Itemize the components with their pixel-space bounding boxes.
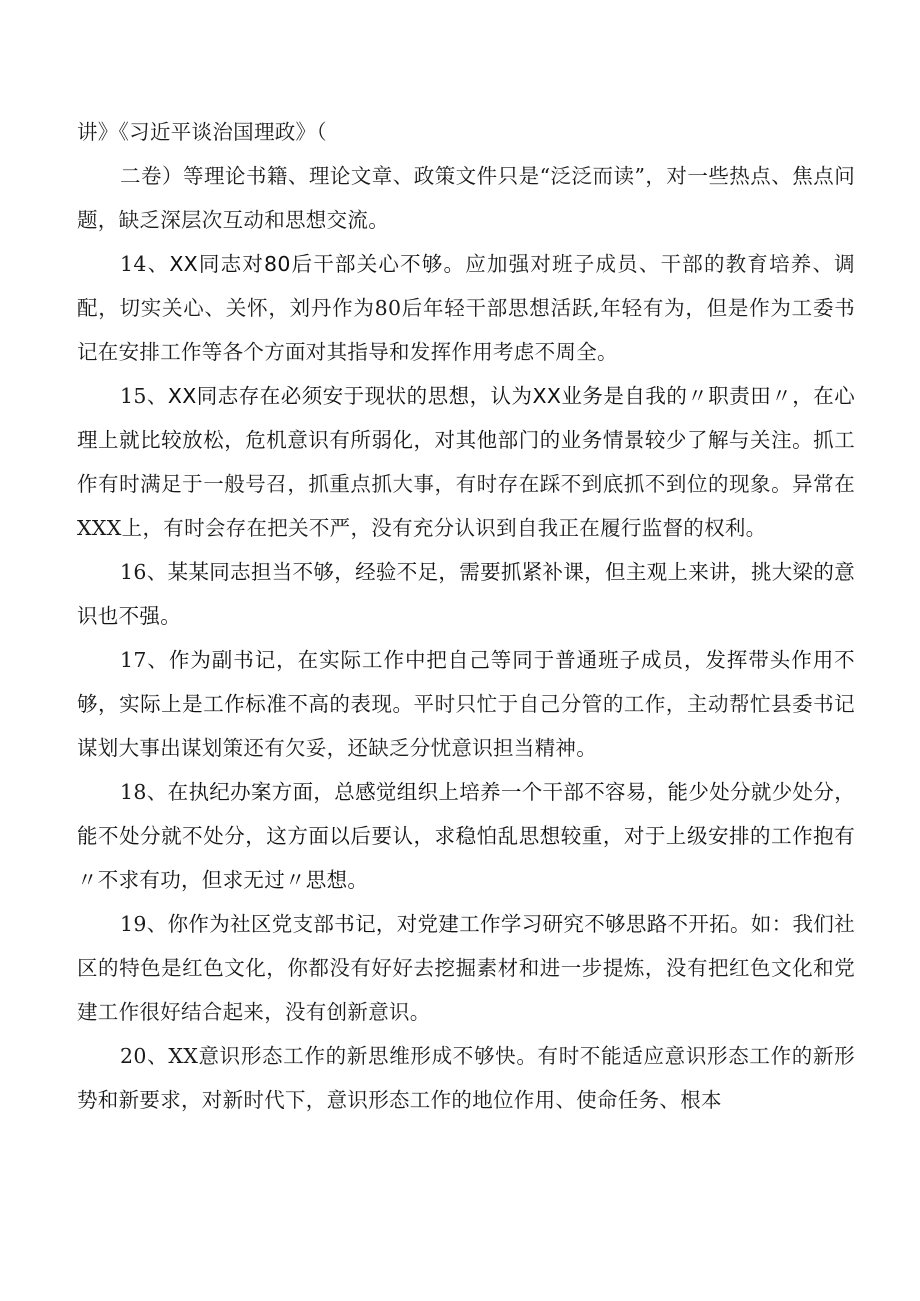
- paragraph-number: 14、: [120, 252, 170, 276]
- paragraph-number: 19、: [120, 912, 168, 936]
- paragraph-number: 17、: [120, 648, 169, 672]
- paragraph-bold-text: XX同志存在必须安于现状的思想，认为XX业务是自我的〃职责田〃，在心理上就比较放松，危机意识有所弱化，对其他部门的业务情景较少了解与关注。: [77, 384, 855, 452]
- paragraph-number: 15、: [120, 384, 168, 408]
- paragraph-number: 20、: [120, 1044, 169, 1068]
- paragraph-bold-text: XX同志对80后干部关心不够。: [169, 252, 466, 276]
- paragraph-bold-text: 你作为社区党支部书记，对党建工作学习研究不够思路不开: [167, 912, 710, 936]
- document-body: [77, 110, 855, 1122]
- paragraph-20: [77, 1034, 855, 1122]
- paragraph-16: [77, 550, 855, 638]
- paragraph-continuation-2: [77, 154, 855, 242]
- paragraph-plain-text: 平时只忙于自己分管的工作，主动帮忙县委书记谋划大事出谋划策还有欠妥，还缺乏分忧意识担当精神。: [77, 692, 855, 760]
- paragraph-number: 18、: [120, 780, 168, 804]
- paragraph-number: 16、: [120, 560, 168, 584]
- paragraph-text: 二卷）等理论书籍、理论文章、政策文件只是“泛泛而读”，对一些热点、焦点问题，缺乏深层次互动和思想交流。: [77, 164, 855, 232]
- paragraph-15: [77, 374, 855, 550]
- paragraph-bold-text: 作为副书记，在实际工作中把自己等同于普通班子成员，发挥带头作用不够，实际上是工作标准不高的表现。: [77, 648, 855, 716]
- paragraph-bold-text: 在执纪办案方面，总感觉组织上培养一个干部不容易，能少处分就少处分，能不处分就不处分，这方面以后要认，求稳怕乱思想较重，对于上级安排的工作抱有〃不求有功，但求无过〃思想。: [77, 780, 855, 892]
- paragraph-19: [77, 902, 855, 1034]
- paragraph-bold-text: 某某同志担当不够，经验不足，需要抓紧补课，但主观上来讲，挑大梁的意识也不强。: [77, 560, 855, 628]
- paragraph-plain-text: 应加强对班子成员、干部的教育培养、调配，切实关心、关怀，刘丹作为80后年轻干部思想活跃,年轻有为，但是作为工委书记在安排工作等各个方面对其指导和发挥作用考虑不周全。: [77, 252, 855, 364]
- paragraph-17: [77, 638, 855, 770]
- paragraph-14: [77, 242, 855, 374]
- paragraph-plain-text: XX意识形态工作的新思维形成不够快。有时不能适应意识形态工作的新形势和新要求，对新时代下，意识形态工作的地位作用、使命任务、根本: [77, 1044, 855, 1112]
- paragraph-plain-text: 拓。如：我们社区的特色是红色文化，你都没有好好去挖掘素材和进一步提炼，没有把红色文化和党建工作很好结合起来，没有创新意识。: [77, 912, 855, 1024]
- paragraph-continuation-1: [77, 110, 855, 154]
- paragraph-text: 讲》《习近平谈治国理政》（: [77, 120, 327, 144]
- paragraph-plain-text: 抓工作有时满足于一般号召，抓重点抓大事，有时存在踩不到底抓不到位的现象。异常在XXX上，有时会存在把关不严，没有充分认识到自我正在履行监督的权利。: [77, 428, 855, 540]
- paragraph-18: [77, 770, 855, 902]
